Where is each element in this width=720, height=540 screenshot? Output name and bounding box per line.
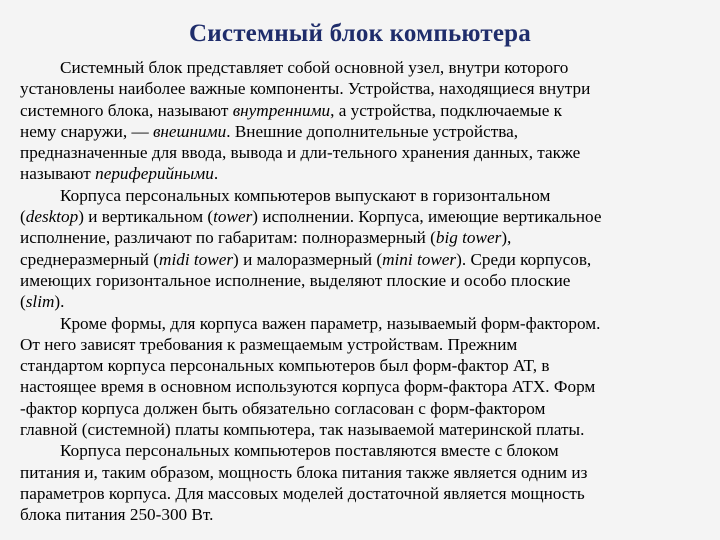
text-segment: , а устройства, подключаемые к	[330, 100, 563, 120]
text-line	[20, 462, 710, 483]
text-segment: .	[213, 164, 219, 184]
text-segment: блока питания 250-300 Вт.	[20, 505, 214, 525]
italic-term: периферийными	[95, 164, 214, 184]
text-line	[20, 100, 710, 121]
text-segment: исполнение, различают по габаритам: полноразмерный (	[20, 228, 436, 248]
text-line	[20, 163, 710, 184]
text-line	[20, 313, 710, 334]
text-segment: называют	[20, 164, 96, 184]
text-line	[20, 398, 710, 419]
text-line	[20, 78, 710, 99]
text-segment: (	[20, 207, 26, 227]
italic-term: внешними	[152, 121, 227, 141]
text-segment: ),	[501, 228, 512, 248]
italic-term: mini tower	[382, 249, 457, 269]
italic-term: внутренними	[232, 100, 331, 120]
text-segment: нему снаружи, —	[20, 121, 153, 141]
text-segment: Корпуса персональных компьютеров выпускают в горизонтальном	[60, 185, 551, 205]
text-line	[20, 142, 710, 163]
text-segment: параметров корпуса. Для массовых моделей достаточной является мощность	[20, 483, 585, 503]
text-segment: ) и малоразмерный (	[233, 249, 383, 269]
italic-term: tower	[213, 207, 253, 227]
text-segment: главной (системной) платы компьютера, так называемой материнской платы.	[20, 420, 585, 440]
text-segment: имеющих горизонтальное исполнение, выделяют плоские и особо плоские	[20, 270, 571, 290]
text-segment: . Внешние дополнительные устройства,	[226, 121, 519, 141]
text-segment: ). Среди корпусов,	[456, 249, 592, 269]
body-text	[20, 57, 710, 526]
text-segment: Кроме формы, для корпуса важен параметр, называемый форм-фактором.	[60, 313, 601, 333]
text-segment: (	[20, 292, 26, 312]
text-line	[20, 206, 710, 227]
paragraph	[20, 313, 710, 441]
italic-term: slim	[25, 292, 55, 312]
text-line	[20, 249, 710, 270]
text-line	[20, 185, 710, 206]
text-segment: ).	[54, 292, 65, 312]
paragraph	[20, 185, 710, 313]
text-line	[20, 121, 710, 142]
text-line	[20, 483, 710, 504]
text-segment: Системный блок представляет собой основной узел, внутри которого	[60, 58, 569, 77]
text-segment: настоящее время в основном используются корпуса форм-фактора ATX. Форм	[20, 377, 596, 397]
text-line	[20, 57, 710, 78]
text-line	[20, 334, 710, 355]
text-segment: установлены наиболее важные компоненты. Устройства, находящиеся внутри	[20, 79, 591, 99]
text-segment: питания и, таким образом, мощность блока питания также является одним из	[20, 462, 588, 482]
text-segment: ) исполнении. Корпуса, имеющие вертикальное	[252, 207, 602, 227]
text-segment: ) и вертикальном (	[78, 207, 214, 227]
paragraph	[20, 57, 710, 185]
text-line	[20, 291, 710, 312]
text-segment: От него зависят требования к размещаемым устройствам. Прежним	[20, 334, 518, 354]
text-segment: предназначенные для ввода, вывода и дли-тельного хранения данных, также	[20, 143, 581, 163]
italic-term: midi tower	[159, 249, 234, 269]
text-line	[20, 440, 710, 461]
text-segment: Корпуса персональных компьютеров поставляются вместе с блоком	[60, 441, 559, 461]
italic-term: big tower	[435, 228, 502, 248]
text-segment: -фактор корпуса должен быть обязательно согласован с форм-фактором	[20, 398, 546, 418]
paragraph	[20, 440, 710, 525]
text-line	[20, 504, 710, 525]
text-line	[20, 270, 710, 291]
text-segment: стандартом корпуса персональных компьютеров был форм-фактор AT, в	[20, 356, 550, 376]
italic-term: desktop	[25, 207, 79, 227]
slide-title: Системный блок компьютера	[189, 20, 531, 47]
text-line	[20, 355, 710, 376]
text-line	[20, 376, 710, 397]
text-line	[20, 227, 710, 248]
text-line	[20, 419, 710, 440]
text-segment: системного блока, называют	[20, 100, 233, 120]
text-segment: среднеразмерный (	[20, 249, 160, 269]
